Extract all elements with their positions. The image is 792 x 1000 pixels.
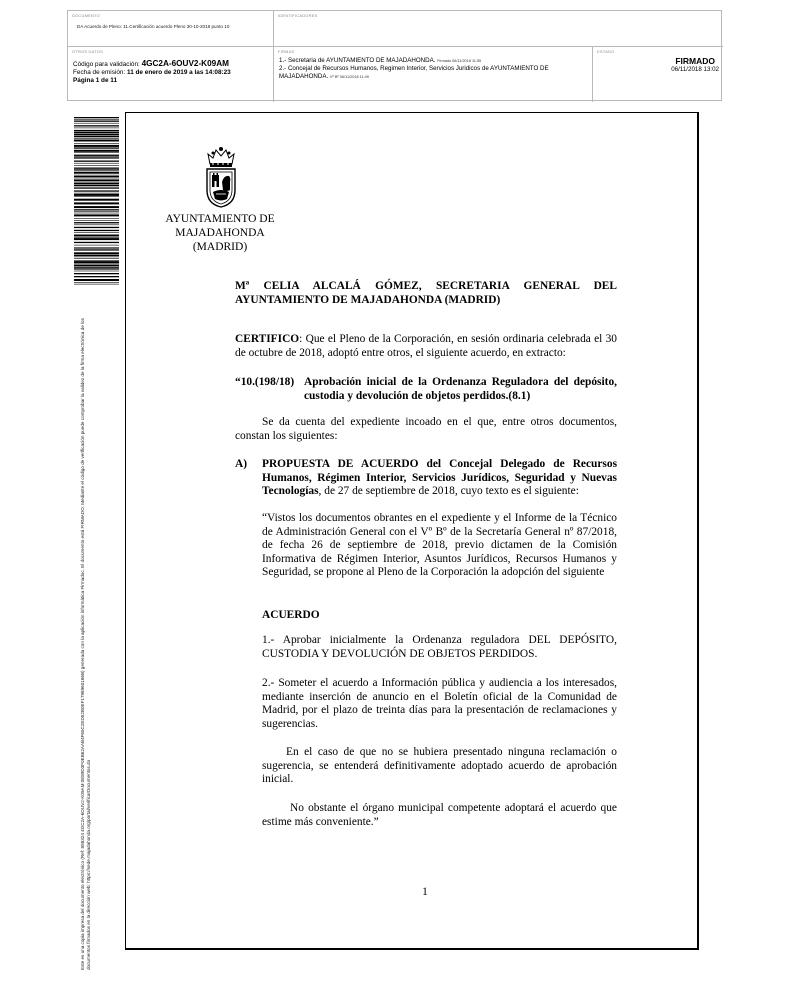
codigo-value: 4GC2A-6OUV2-K09AM [141, 59, 229, 68]
document-title-line-2: AYUNTAMIENTO DE MAJADAHONDA (MADRID) [235, 294, 501, 306]
estado-cell [593, 47, 723, 102]
barcode-image [74, 117, 119, 286]
document-header-table [67, 10, 722, 101]
document-title-line-1: Mª CELIA ALCALÁ GÓMEZ, SECRETARIA GENERAL DEL [235, 280, 617, 292]
firma-1-note: Firmado 06/11/2018 11:55 [437, 59, 482, 63]
firma-2b-text: MAJADAHONDA. [279, 73, 329, 80]
org-line-2: MAJADAHONDA [175, 227, 265, 239]
section-a-label: A) [235, 458, 248, 470]
fecha-label: Fecha de emisión: [73, 69, 126, 76]
certifico-paragraph [235, 333, 617, 360]
no-obstante-paragraph: No obstante el órgano municipal competente adoptará el acuerdo que estime más conveniente.” [262, 802, 617, 828]
documento-value: DA Acuerdo de Pleno: 11.Certificación acuerdo Pleno 30-10-2018 punto 10 [77, 24, 230, 29]
org-line-3: (MADRID) [192, 241, 248, 253]
fecha-value: 11 de enero de 2019 a las 14:08:23 [127, 69, 231, 76]
section-a-bold: PROPUESTA DE ACUERDO del Concejal Delegado de Recursos Humanos, Régimen Interior, Servicios Jurídicos, Seguridad y Nuevas Tecnologías [262, 458, 617, 498]
identificadores-caption: IDENTIFICADORES [278, 13, 318, 18]
estado-date: 06/11/2018 13:02 [671, 66, 719, 73]
acuerdo-punto-2: 2.- Someter el acuerdo a Información pública y audiencia a los interesados, mediante inserción de anuncio en el Boletín oficial de la Comunidad de Madrid, por el plazo de treinta días para la presentación de reclamaciones y sugerencias. [262, 677, 617, 730]
firma-1-text: 1.- Secretaria de AYUNTAMIENTO DE MAJADAHONDA. [279, 57, 436, 64]
section-a-paragraph [262, 458, 617, 499]
firmas-caption: FIRMAS [278, 49, 295, 54]
firmas-cell [274, 47, 593, 102]
firma-1 [279, 57, 591, 65]
verification-side-text: Este es una copia impresa del documento electrónico (Ref: 858324 4GC2A-6OUV2-K09AM 0E89D3F0EB62AAB4F65C2ED52B0EF1798960166B) generada con la aplicación informática Firmadoc. El documento está FIRMADO. Mediante el código de verificación puede comprobar la validez de la firma electrónica de los documentos firmados en la dirección web: https://sede.majadahonda.org/portal/verificarDocumentos.do [80, 318, 91, 970]
page-number: 1 [422, 886, 428, 898]
org-line-1: AYUNTAMIENTO DE [165, 213, 275, 225]
otros-datos-caption: OTROS DATOS [72, 49, 103, 54]
item-title: Aprobación inicial de la Ordenanza Reguladora del depósito, custodia y devolución de objetos perdidos.(8.1) [304, 376, 617, 402]
estado-value: FIRMADO [675, 56, 715, 66]
certifico-text: : Que el Pleno de la Corporación, en sesión ordinaria celebrada el 30 de octubre de 2018, adoptó entre otros, el siguiente acuerdo, en extracto: [235, 333, 617, 359]
section-a-rest: , de 27 de septiembre de 2018, cuyo texto es el siguiente: [318, 485, 579, 498]
documento-caption: DOCUMENTO [72, 13, 100, 18]
pagina-indicator: Página 1 de 11 [73, 77, 118, 84]
vistos-paragraph: “Vistos los documentos obrantes en el expediente y el Informe de la Técnico de Administración General con el Vº Bº de la Secretaría General nº 87/2018, de fecha 26 de septiembre de 2018, previo dictamen de la Comisión Informativa de Régimen Interior, Asuntos Jurídicos, Recursos Humanos y Seguridad, se propone al Pleno de la Corporación la adopción del siguiente [262, 512, 617, 579]
firma-2-text: 2.- Concejal de Recursos Humanos, Regimen Interior, Servicios Juridicos de AYUNTAMIENTO DE [279, 65, 549, 72]
caso-paragraph: En el caso de que no se hubiera presentado ninguna reclamación o sugerencia, se entenderá definitivamente adoptado acuerdo de aprobación inicial. [262, 746, 617, 786]
identificadores-cell [274, 11, 723, 47]
documento-cell [68, 11, 274, 47]
otros-datos-cell [68, 47, 274, 102]
intro-paragraph: Se da cuenta del expediente incoado en el que, entre otros documentos, constan los siguientes: [235, 416, 617, 442]
acuerdo-punto-1: 1.- Aprobar inicialmente la Ordenanza reguladora DEL DEPÓSITO, CUSTODIA Y DEVOLUCIÓN DE OBJETOS PERDIDOS. [262, 634, 617, 660]
item-number: “10.(198/18) [235, 376, 295, 388]
estado-caption: ESTADO [597, 49, 615, 54]
firma-2-note: Vº Bº 06/11/2018 11:49 [329, 75, 369, 79]
codigo-label: Código para validación: [73, 61, 140, 68]
coat-of-arms-logo [202, 144, 240, 208]
acuerdo-heading: ACUERDO [262, 609, 320, 621]
codigo-validacion [73, 60, 229, 69]
fecha-emision [73, 69, 231, 77]
firma-2b [279, 73, 591, 81]
certifico-label: CERTIFICO [235, 333, 300, 345]
